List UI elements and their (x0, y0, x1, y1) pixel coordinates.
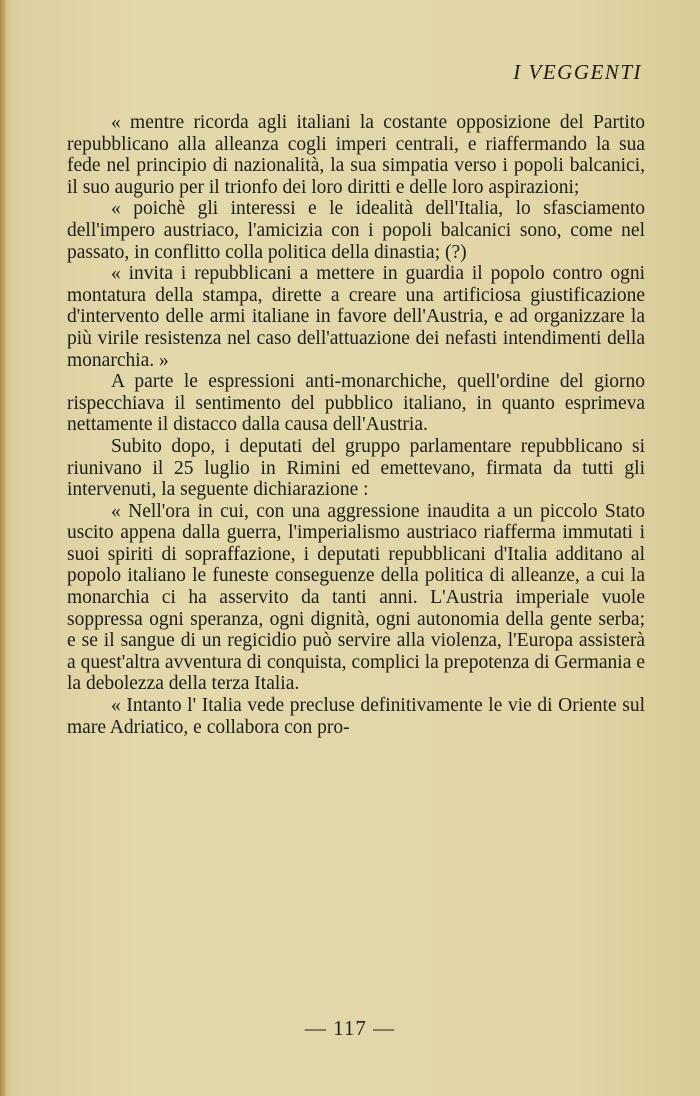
page-spine-shadow (0, 0, 6, 1096)
body-text (67, 112, 645, 738)
page-number: — 117 — (304, 1016, 396, 1040)
paragraph: « Intanto l' Italia vede precluse definitivamente le vie di Oriente sul mare Adriatico, e collabora con pro- (67, 695, 645, 738)
paragraph: « poichè gli interessi e le idealità dell'Italia, lo sfasciamento dell'impero austriaco, l'amicizia con i popoli balcanici sono, come nel passato, in conflitto colla politica della dinastia; (?) (67, 198, 645, 263)
running-title: I VEGGENTI (513, 60, 642, 84)
paragraph: « Nell'ora in cui, con una aggressione inaudita a un piccolo Stato uscito appena dalla guerra, l'imperialismo austriaco riafferma immutati i suoi spiriti di sopraffazione, i deputati repubblicani d'Italia additano al popolo italiano le funeste conseguenze della politica di alleanze, a cui la monarchia ci ha asservito da tanti anni. L'Austria imperiale vuole soppressa ogni speranza, ogni dignità, ogni autonomia della gente serba; e se il sangue di un regicidio può servire alla violenza, l'Europa assisterà a quest'altra avventura di conquista, complici la prepotenza di Germania e la debolezza della terza Italia. (67, 500, 645, 695)
paragraph: A parte le espressioni anti-monarchiche, quell'ordine del giorno rispecchiava il sentimento del pubblico italiano, in quanto esprimeva nettamente il distacco dalla causa dell'Austria. (67, 371, 645, 436)
paragraph: Subito dopo, i deputati del gruppo parlamentare repubblicano si riunivano il 25 luglio in Rimini ed emettevano, firmata da tutti gli intervenuti, la seguente dichiarazione : (67, 435, 645, 501)
paragraph: « invita i repubblicani a mettere in guardia il popolo contro ogni montatura della stampa, dirette a creare una artificiosa giustificazione d'intervento delle armi italiane in favore dell'Austria, e ad organizzare la più virile resistenza nel caso dell'attuazione dei nefasti intendimenti della monarchia. » (67, 263, 645, 371)
paragraph: « mentre ricorda agli italiani la costante opposizione del Partito repubblicano alla alleanza cogli imperi centrali, e riaffermando la sua fede nel principio di nazionalità, la sua simpatia verso i popoli balcanici, il suo augurio per il trionfo dei loro diritti e delle loro aspirazioni; (67, 112, 645, 198)
